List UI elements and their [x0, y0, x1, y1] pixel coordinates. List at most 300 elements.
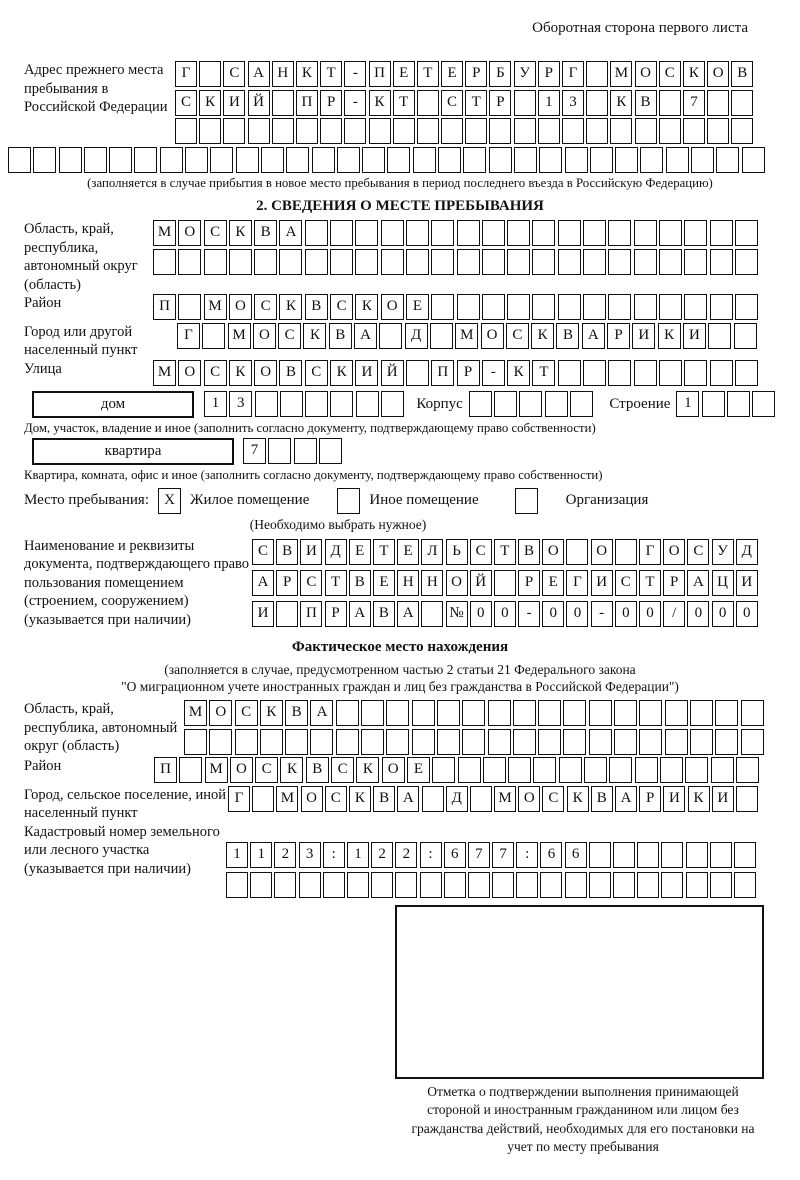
- form-cell: [516, 872, 538, 898]
- form-cell: [296, 118, 318, 144]
- form-cell: С: [252, 539, 274, 565]
- form-cell: Г: [566, 570, 588, 596]
- form-cell: К: [279, 294, 302, 320]
- form-cell: К: [567, 786, 589, 812]
- house-type-box: дом: [32, 391, 194, 418]
- form-cell: [386, 700, 409, 726]
- form-cell: [589, 700, 612, 726]
- form-cell: 6: [444, 842, 466, 868]
- form-cell: [640, 147, 663, 173]
- document-row-1: [252, 539, 760, 565]
- form-cell: [406, 249, 429, 275]
- form-cell: Е: [407, 757, 430, 783]
- form-cell: [715, 729, 738, 755]
- form-cell: [513, 700, 536, 726]
- form-cell: И: [300, 539, 322, 565]
- form-cell: С: [235, 700, 258, 726]
- form-cell: [608, 360, 631, 386]
- form-cell: [185, 147, 208, 173]
- form-cell: И: [355, 360, 378, 386]
- form-cell: И: [683, 323, 706, 349]
- form-cell: Р: [320, 90, 342, 116]
- form-cell: А: [310, 700, 333, 726]
- form-cell: [608, 220, 631, 246]
- form-cell: [686, 872, 708, 898]
- cadastre-row-1: [226, 842, 758, 868]
- form-cell: [254, 249, 277, 275]
- form-cell: Д: [446, 786, 468, 812]
- form-cell: Р: [276, 570, 298, 596]
- form-cell: О: [230, 757, 253, 783]
- form-cell: К: [199, 90, 221, 116]
- form-cell: Н: [397, 570, 419, 596]
- form-cell: [310, 729, 333, 755]
- form-cell: [494, 391, 517, 417]
- form-cell: Й: [470, 570, 492, 596]
- form-cell: А: [248, 61, 270, 87]
- form-cell: [406, 360, 429, 386]
- form-cell: И: [223, 90, 245, 116]
- field-street: [8, 360, 792, 389]
- form-cell: Т: [325, 570, 347, 596]
- form-cell: Е: [406, 294, 429, 320]
- form-cell: С: [278, 323, 301, 349]
- form-cell: [430, 323, 453, 349]
- form-cell: [153, 249, 176, 275]
- form-cell: [563, 729, 586, 755]
- checkbox-other-premises: [337, 488, 360, 514]
- form-cell: Й: [248, 90, 270, 116]
- form-cell: [235, 729, 258, 755]
- form-cell: О: [178, 360, 201, 386]
- form-cell: Г: [175, 61, 197, 87]
- form-cell: [437, 700, 460, 726]
- form-cell: М: [610, 61, 632, 87]
- form-cell: 2: [371, 842, 393, 868]
- form-cell: В: [276, 539, 298, 565]
- form-cell: [659, 118, 681, 144]
- form-cell: 3: [562, 90, 584, 116]
- form-cell: [276, 601, 298, 627]
- form-cell: В: [556, 323, 579, 349]
- option-residential-label: Жилое помещение: [190, 492, 310, 509]
- form-cell: [532, 220, 555, 246]
- form-cell: [558, 249, 581, 275]
- form-cell: [715, 700, 738, 726]
- form-cell: 7: [243, 438, 266, 464]
- form-cell: [634, 220, 657, 246]
- form-cell: [711, 757, 734, 783]
- form-cell: [355, 220, 378, 246]
- form-cell: К: [355, 294, 378, 320]
- form-cell: 6: [565, 842, 587, 868]
- form-cell: [507, 294, 530, 320]
- document-row-2: [252, 570, 760, 596]
- form-cell: Т: [373, 539, 395, 565]
- form-cell: [563, 700, 586, 726]
- form-cell: [371, 872, 393, 898]
- form-cell: П: [369, 61, 391, 87]
- form-cell: И: [632, 323, 655, 349]
- stroenie-cells: [676, 391, 777, 417]
- form-cell: Д: [325, 539, 347, 565]
- form-cell: А: [354, 323, 377, 349]
- form-cell: В: [329, 323, 352, 349]
- form-cell: 0: [736, 601, 758, 627]
- form-cell: [492, 872, 514, 898]
- form-cell: [659, 294, 682, 320]
- form-cell: А: [397, 601, 419, 627]
- stroenie-label: Строение: [609, 395, 671, 412]
- form-cell: [661, 842, 683, 868]
- form-cell: А: [615, 786, 637, 812]
- form-cell: [204, 249, 227, 275]
- form-cell: К: [507, 360, 530, 386]
- field-actual-region: [8, 700, 792, 757]
- form-cell: [736, 786, 758, 812]
- form-cell: [589, 842, 611, 868]
- form-cell: [731, 90, 753, 116]
- form-cell: У: [712, 539, 734, 565]
- form-cell: [586, 90, 608, 116]
- form-cell: [684, 360, 707, 386]
- form-cell: К: [610, 90, 632, 116]
- form-cell: [708, 323, 731, 349]
- field-actual-district: [8, 757, 792, 786]
- form-cell: К: [229, 360, 252, 386]
- form-cell: [421, 601, 443, 627]
- form-cell: 0: [494, 601, 516, 627]
- form-cell: О: [542, 539, 564, 565]
- form-cell: [323, 872, 345, 898]
- form-cell: С: [255, 757, 278, 783]
- form-cell: [562, 118, 584, 144]
- form-cell: М: [204, 294, 227, 320]
- form-cell: [285, 729, 308, 755]
- form-cell: Е: [542, 570, 564, 596]
- form-cell: К: [349, 786, 371, 812]
- form-cell: 0: [687, 601, 709, 627]
- form-cell: [465, 118, 487, 144]
- previous-address-row-2: [175, 90, 756, 116]
- form-cell: В: [285, 700, 308, 726]
- field-previous-address: [8, 61, 792, 147]
- form-cell: Е: [349, 539, 371, 565]
- field-cadastre: [8, 823, 792, 901]
- house-number-cells: [204, 391, 406, 417]
- form-cell: 1: [347, 842, 369, 868]
- form-cell: В: [306, 757, 329, 783]
- form-cell: И: [736, 570, 758, 596]
- form-cell: 2: [395, 842, 417, 868]
- form-cell: А: [397, 786, 419, 812]
- form-cell: [586, 61, 608, 87]
- street-label: Улица: [24, 360, 62, 377]
- form-cell: [735, 294, 758, 320]
- form-cell: [209, 729, 232, 755]
- form-cell: [507, 249, 530, 275]
- form-cell: [134, 147, 157, 173]
- option-organization-label: Организация: [565, 492, 649, 509]
- form-cell: О: [518, 786, 540, 812]
- form-cell: :: [516, 842, 538, 868]
- form-cell: 7: [683, 90, 705, 116]
- previous-address-caption: (заполняется в случае прибытия в новое место пребывания в период последнего въезда в Российскую Федерацию): [87, 176, 713, 191]
- form-cell: [250, 872, 272, 898]
- form-cell: [639, 700, 662, 726]
- form-cell: [413, 147, 436, 173]
- form-cell: А: [582, 323, 605, 349]
- form-cell: -: [344, 61, 366, 87]
- form-cell: [482, 249, 505, 275]
- form-cell: [457, 220, 480, 246]
- form-cell: В: [635, 90, 657, 116]
- form-cell: [716, 147, 739, 173]
- form-cell: К: [688, 786, 710, 812]
- form-cell: [199, 118, 221, 144]
- stay-type-label: Место пребывания:: [24, 492, 149, 509]
- form-cell: О: [481, 323, 504, 349]
- stamp-area-box: [395, 905, 764, 1079]
- row-stay-type: [8, 488, 792, 514]
- form-cell: [558, 360, 581, 386]
- form-cell: [684, 220, 707, 246]
- form-cell: С: [615, 570, 637, 596]
- form-cell: [482, 220, 505, 246]
- form-cell: С: [470, 539, 492, 565]
- form-cell: [457, 294, 480, 320]
- form-cell: [586, 118, 608, 144]
- form-cell: [532, 249, 555, 275]
- form-cell: Т: [494, 539, 516, 565]
- district-label: Район: [24, 295, 62, 312]
- form-cell: -: [482, 360, 505, 386]
- form-cell: [609, 757, 632, 783]
- form-cell: К: [531, 323, 554, 349]
- form-cell: [710, 872, 732, 898]
- form-cell: С: [659, 61, 681, 87]
- previous-address-label: Адрес прежнего места пребывания в Российской Федерации: [24, 62, 168, 115]
- form-cell: С: [331, 757, 354, 783]
- form-cell: 0: [470, 601, 492, 627]
- form-cell: К: [260, 700, 283, 726]
- apartment-number-cells: [243, 438, 344, 464]
- previous-address-row-3: [175, 118, 756, 144]
- form-cell: [707, 118, 729, 144]
- form-cell: Р: [457, 360, 480, 386]
- form-cell: [731, 118, 753, 144]
- form-cell: И: [663, 786, 685, 812]
- form-cell: [583, 220, 606, 246]
- form-cell: [727, 391, 750, 417]
- form-cell: Е: [441, 61, 463, 87]
- form-cell: [635, 757, 658, 783]
- form-cell: [589, 729, 612, 755]
- form-cell: [355, 249, 378, 275]
- form-cell: [659, 220, 682, 246]
- form-cell: [665, 729, 688, 755]
- form-cell: [337, 147, 360, 173]
- form-cell: Р: [325, 601, 347, 627]
- form-cell: [294, 438, 317, 464]
- form-cell: Р: [607, 323, 630, 349]
- form-cell: С: [441, 90, 463, 116]
- checkbox-organization: [515, 488, 538, 514]
- form-cell: П: [431, 360, 454, 386]
- option-other-premises-label: Иное помещение: [369, 492, 479, 509]
- form-cell: [178, 294, 201, 320]
- form-cell: [565, 147, 588, 173]
- form-cell: :: [420, 842, 442, 868]
- form-cell: [613, 872, 635, 898]
- form-cell: [422, 786, 444, 812]
- form-cell: 0: [615, 601, 637, 627]
- form-cell: [665, 700, 688, 726]
- form-cell: [741, 700, 764, 726]
- actual-region-row-2: [184, 729, 766, 755]
- form-cell: [538, 700, 561, 726]
- form-cell: [412, 729, 435, 755]
- form-cell: [488, 700, 511, 726]
- form-cell: Ц: [712, 570, 734, 596]
- form-cell: У: [514, 61, 536, 87]
- form-cell: [533, 757, 556, 783]
- form-cell: [514, 118, 536, 144]
- form-cell: Л: [421, 539, 443, 565]
- form-cell: [532, 294, 555, 320]
- form-cell: [570, 391, 593, 417]
- form-cell: 1: [676, 391, 699, 417]
- form-cell: [589, 872, 611, 898]
- form-cell: [691, 147, 714, 173]
- form-cell: [752, 391, 775, 417]
- form-cell: [178, 249, 201, 275]
- form-cell: [210, 147, 233, 173]
- section-2-title: 2. СВЕДЕНИЯ О МЕСТЕ ПРЕБЫВАНИЯ: [256, 198, 544, 215]
- form-cell: -: [518, 601, 540, 627]
- form-cell: Р: [639, 786, 661, 812]
- form-cell: В: [254, 220, 277, 246]
- form-cell: [583, 294, 606, 320]
- form-cell: Й: [381, 360, 404, 386]
- form-cell: [482, 294, 505, 320]
- stamp-area-caption: Отметка о подтверждении выполнения принимающей стороной и иностранным гражданином или лицом без гражданства действий, необходимых для его постановки на учет по месту пребывания: [411, 1083, 755, 1155]
- form-cell: [347, 872, 369, 898]
- form-cell: О: [301, 786, 323, 812]
- form-cell: Р: [538, 61, 560, 87]
- form-cell: [615, 147, 638, 173]
- form-cell: [379, 323, 402, 349]
- form-cell: О: [663, 539, 685, 565]
- form-cell: [457, 249, 480, 275]
- form-cell: О: [381, 294, 404, 320]
- form-cell: [202, 323, 225, 349]
- form-cell: [608, 294, 631, 320]
- form-cell: О: [591, 539, 613, 565]
- field-district: [8, 294, 792, 323]
- cadastre-label: Кадастровый номер земельного или лесного участка (указывается при наличии): [24, 823, 220, 877]
- form-cell: [463, 147, 486, 173]
- form-cell: Р: [663, 570, 685, 596]
- form-cell: [659, 249, 682, 275]
- form-cell: [558, 220, 581, 246]
- form-cell: [559, 757, 582, 783]
- form-cell: К: [330, 360, 353, 386]
- form-cell: П: [153, 294, 176, 320]
- form-cell: [690, 700, 713, 726]
- form-cell: [279, 249, 302, 275]
- form-cell: [494, 570, 516, 596]
- form-cell: [431, 220, 454, 246]
- form-cell: И: [252, 601, 274, 627]
- form-cell: [438, 147, 461, 173]
- actual-location-caption-2: "О миграционном учете иностранных граждан и лиц без гражданства в Российской Федерации"): [121, 679, 679, 695]
- checkbox-residential: X: [158, 488, 181, 514]
- form-cell: [468, 872, 490, 898]
- form-cell: С: [175, 90, 197, 116]
- form-cell: [462, 729, 485, 755]
- form-cell: [431, 294, 454, 320]
- form-cell: [179, 757, 202, 783]
- form-cell: [613, 842, 635, 868]
- form-cell: [361, 700, 384, 726]
- form-cell: [381, 391, 404, 417]
- form-cell: 7: [492, 842, 514, 868]
- form-cell: [659, 360, 682, 386]
- form-cell: №: [446, 601, 468, 627]
- street-row: [153, 360, 760, 386]
- page-side-note: Оборотная сторона первого листа: [532, 20, 748, 36]
- form-cell: [702, 391, 725, 417]
- form-cell: К: [296, 61, 318, 87]
- form-cell: М: [228, 323, 251, 349]
- form-cell: М: [455, 323, 478, 349]
- form-cell: [660, 757, 683, 783]
- form-cell: [736, 757, 759, 783]
- form-cell: М: [276, 786, 298, 812]
- form-cell: К: [369, 90, 391, 116]
- form-cell: А: [687, 570, 709, 596]
- form-cell: [710, 294, 733, 320]
- form-cell: [514, 90, 536, 116]
- form-cell: [684, 294, 707, 320]
- form-cell: [395, 872, 417, 898]
- form-cell: [489, 118, 511, 144]
- form-cell: [565, 872, 587, 898]
- form-cell: [637, 872, 659, 898]
- field-actual-city: [8, 786, 792, 823]
- form-cell: К: [303, 323, 326, 349]
- form-cell: [519, 391, 542, 417]
- form-cell: К: [356, 757, 379, 783]
- form-cell: О: [635, 61, 657, 87]
- apartment-type-box: квартира: [32, 438, 234, 465]
- korpus-cells: [469, 391, 595, 417]
- form-cell: [659, 90, 681, 116]
- form-cell: Д: [405, 323, 428, 349]
- form-cell: М: [153, 220, 176, 246]
- form-cell: Н: [421, 570, 443, 596]
- form-cell: 0: [712, 601, 734, 627]
- actual-city-label: Город, сельское поселение, иной населенный пункт: [24, 786, 227, 822]
- form-cell: В: [591, 786, 613, 812]
- form-cell: [742, 147, 765, 173]
- form-cell: [637, 842, 659, 868]
- form-cell: [538, 729, 561, 755]
- form-cell: 6: [540, 842, 562, 868]
- form-cell: Н: [272, 61, 294, 87]
- city-label: Город или другой населенный пункт: [24, 323, 138, 359]
